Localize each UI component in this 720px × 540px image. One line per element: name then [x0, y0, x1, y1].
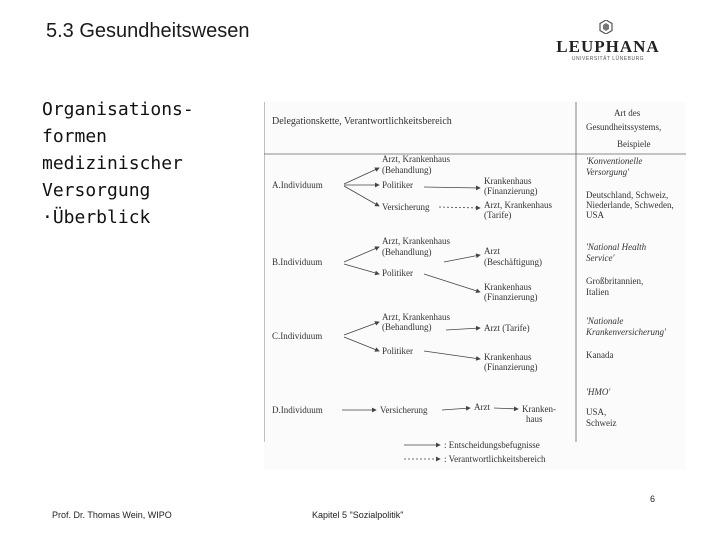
footer-author: Prof. Dr. Thomas Wein, WIPO: [52, 510, 172, 520]
row-b: [272, 236, 647, 302]
row-mid-text: Arzt, Krankenhaus: [382, 312, 450, 322]
legend-entry: : Verantwortlichkeitsbereich: [444, 454, 546, 464]
section-heading: [42, 96, 252, 231]
row-example-text: Deutschland, Schweiz,: [586, 190, 669, 200]
heading-line: medizinischer: [42, 153, 183, 174]
row-right-text: (Tarife): [484, 210, 512, 220]
row-example-text: Großbritannien,: [586, 276, 644, 286]
row-right-text: Kranken-: [522, 404, 556, 414]
heading-line: Organisations-: [42, 99, 194, 120]
row-system-text: 'Nationale: [586, 316, 624, 326]
row-mid-text: Arzt: [474, 402, 490, 412]
row-system-text: Service': [586, 253, 615, 263]
row-mid-text: Arzt, Krankenhaus: [382, 236, 450, 246]
row-system-text: 'HMO': [586, 387, 611, 397]
row-example-text: Schweiz: [586, 418, 617, 428]
row-right-text: Arzt: [484, 246, 500, 256]
row-a: [272, 154, 674, 220]
logo-wordmark: LEUPHANA: [556, 37, 660, 56]
row-system-text: Versorgung': [586, 167, 630, 177]
university-logo: [548, 20, 668, 66]
row-mid-text: Politiker: [382, 180, 413, 190]
row-mid-text: Versicherung: [380, 405, 428, 415]
heading-subtitle: ·Überblick: [42, 207, 151, 228]
page-number: 6: [650, 494, 656, 504]
row-individual: B.Individuum: [272, 257, 323, 267]
diagram-header-left: Delegationskette, Verantwortlichkeitsbereich: [272, 116, 452, 127]
heading-line: formen: [42, 126, 108, 147]
row-individual: C.Individuum: [272, 331, 323, 341]
row-mid-text: Politiker: [382, 268, 413, 278]
diagram-frame: [264, 102, 686, 442]
row-c: [272, 312, 667, 372]
row-individual: A.Individuum: [272, 180, 323, 190]
row-right-text: (Finanzierung): [484, 186, 538, 196]
row-right-text: Krankenhaus: [484, 352, 532, 362]
row-right-text: (Finanzierung): [484, 292, 538, 302]
diagram-header-right-line: Art des: [614, 108, 641, 118]
row-system-text: 'Konventionelle: [586, 156, 643, 166]
row-mid-text: Versicherung: [382, 202, 430, 212]
heading-line: Versorgung: [42, 180, 151, 201]
row-right-text: Arzt (Tarife): [484, 323, 530, 333]
row-mid-text: (Behandlung): [382, 322, 432, 332]
diagram-header-right-line: Gesundheitssystems,: [586, 122, 662, 132]
logo-subtitle: UNIVERSITÄT LÜNEBURG: [571, 56, 645, 62]
logo-mark-icon: [599, 20, 613, 34]
row-right-text: (Finanzierung): [484, 362, 538, 372]
row-example-text: USA: [586, 210, 605, 220]
row-system-text: Krankenversicherung': [586, 327, 666, 337]
row-mid-text: (Behandlung): [382, 247, 432, 257]
row-right-text: Krankenhaus: [484, 282, 532, 292]
row-mid-text: (Behandlung): [382, 165, 432, 175]
delegation-diagram: [264, 102, 686, 470]
footer-chapter: Kapitel 5 "Sozialpolitik": [312, 510, 404, 520]
row-right-text: haus: [526, 414, 543, 424]
row-mid-text: Politiker: [382, 346, 413, 356]
row-system-text: 'National Health: [586, 242, 647, 252]
row-right-text: Krankenhaus: [484, 176, 532, 186]
row-d: [272, 387, 617, 428]
row-example-text: Niederlande, Schweden,: [586, 200, 674, 210]
diagram-legend: [404, 440, 546, 464]
diagram-header-right-line: Beispiele: [617, 139, 651, 149]
row-mid-text: Arzt, Krankenhaus: [382, 154, 450, 164]
slide-title: 5.3 Gesundheitswesen: [46, 20, 250, 42]
row-individual: D.Individuum: [272, 405, 323, 415]
row-right-text: (Beschäftigung): [484, 257, 542, 267]
row-example-text: USA,: [586, 407, 607, 417]
legend-entry: : Entscheidungsbefugnisse: [444, 440, 540, 450]
row-example-text: Kanada: [586, 350, 614, 360]
row-right-text: Arzt, Krankenhaus: [484, 200, 552, 210]
row-example-text: Italien: [586, 287, 609, 297]
